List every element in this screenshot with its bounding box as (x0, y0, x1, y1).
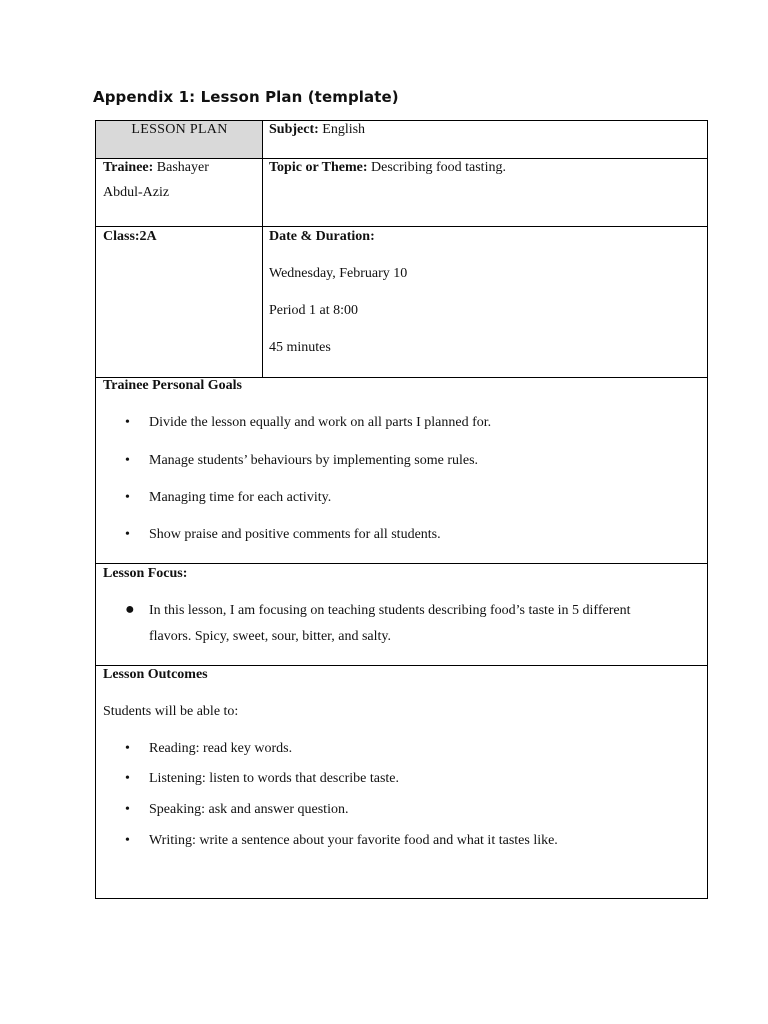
bullet-icon: • (125, 453, 130, 468)
date-day: Wednesday, February 10 (269, 266, 408, 281)
lesson-plan-table (95, 120, 708, 899)
focus-label: Lesson Focus: (103, 566, 188, 581)
topic-label: Topic or Theme: (269, 160, 368, 175)
outcomes-label: Lesson Outcomes (103, 667, 208, 682)
subject-field (269, 122, 365, 138)
date-duration: 45 minutes (269, 340, 331, 355)
outcome-text: Listening: listen to words that describe taste. (149, 771, 400, 786)
row-divider (96, 226, 707, 227)
bullet-icon: ● (125, 601, 135, 618)
subject-label: Subject: (269, 122, 319, 137)
bullet-icon: • (125, 771, 130, 786)
class-label: Class:2A (103, 229, 157, 244)
goal-text: Manage students’ behaviours by implementing some rules. (149, 453, 479, 468)
lesson-plan-title: LESSON PLAN (131, 122, 228, 137)
goal-text: Divide the lesson equally and work on all parts I planned for. (149, 415, 492, 430)
bullet-icon: • (125, 490, 130, 505)
subject-value: English (322, 122, 366, 137)
trainee-label: Trainee: (103, 160, 154, 175)
bullet-icon: • (125, 741, 130, 756)
topic-field (269, 160, 506, 176)
outcome-text: Writing: write a sentence about your favorite food and what it tastes like. (149, 833, 558, 848)
bullet-icon: • (125, 802, 130, 817)
row-divider (96, 665, 707, 666)
goals-label: Trainee Personal Goals (103, 378, 242, 393)
focus-text-line2: flavors. Spicy, sweet, sour, bitter, and salty. (149, 629, 392, 644)
topic-value: Describing food tasting. (371, 160, 506, 175)
trainee-name-first: Bashayer (156, 160, 209, 175)
row-divider (96, 158, 707, 159)
row-divider (96, 563, 707, 564)
column-divider (262, 121, 263, 377)
date-period: Period 1 at 8:00 (269, 303, 359, 318)
bullet-icon: • (125, 415, 130, 430)
page-heading: Appendix 1: Lesson Plan (template) (93, 88, 399, 106)
date-duration-label: Date & Duration: (269, 229, 375, 244)
goal-text: Show praise and positive comments for all students. (149, 527, 441, 542)
focus-text-line1: In this lesson, I am focusing on teaching students describing food’s taste in 5 different (149, 603, 631, 618)
outcome-text: Reading: read key words. (149, 741, 293, 756)
trainee-field (103, 160, 209, 176)
outcomes-intro: Students will be able to: (103, 704, 239, 719)
goal-text: Managing time for each activity. (149, 490, 332, 505)
trainee-name-last: Abdul-Aziz (103, 185, 170, 200)
bullet-icon: • (125, 527, 130, 542)
outcome-text: Speaking: ask and answer question. (149, 802, 349, 817)
bullet-icon: • (125, 833, 130, 848)
